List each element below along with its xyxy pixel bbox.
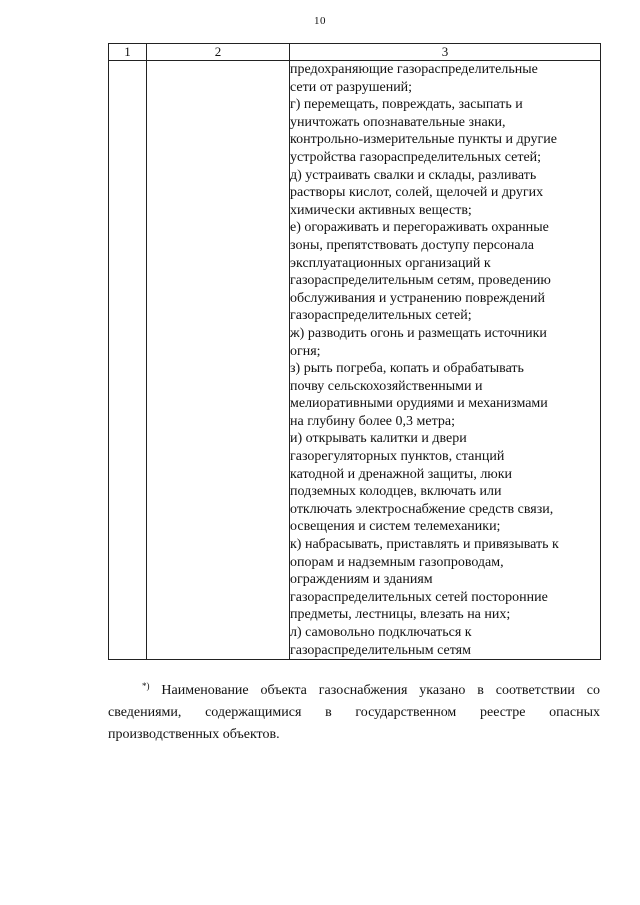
footnote-line: сведениями, содержащимися в государственном реестре опасных <box>108 705 600 720</box>
text-line: и) открывать калитки и двери <box>290 431 467 447</box>
text-line: уничтожать опознавательные знаки, <box>290 114 506 130</box>
text-line: контрольно-измерительные пункты и другие <box>290 132 557 148</box>
text-line: ограждениям и зданиям <box>290 572 433 588</box>
text-line: катодной и дренажной защиты, люки <box>290 466 513 482</box>
text-line: ж) разводить огонь и размещать источники <box>290 325 547 341</box>
content-table <box>108 43 601 660</box>
text-line: почву сельскохозяйственными и <box>290 378 483 394</box>
text-line: газораспределительных сетей; <box>290 308 472 324</box>
text-line: е) огораживать и перегораживать охранные <box>290 220 549 236</box>
table-header-cell: 2 <box>147 44 290 61</box>
text-line: зоны, препятствовать доступу персонала <box>290 237 534 253</box>
text-line: газорегуляторных пунктов, станций <box>290 449 505 465</box>
text-line: освещения и систем телемеханики; <box>290 519 501 535</box>
text-line: газораспределительных сетей посторонние <box>290 589 548 605</box>
footnote-line: производственных объектов. <box>108 727 280 742</box>
text-line: сети от разрушений; <box>290 79 413 95</box>
page-number: 10 <box>314 15 326 27</box>
text-line: подземных колодцев, включать или <box>290 484 502 500</box>
text-line: опорам и надземным газопроводам, <box>290 554 504 570</box>
text-line: химически активных веществ; <box>290 202 472 218</box>
footnote-text: Наименование объекта газоснабжения указано в соответствии со <box>161 683 600 698</box>
footnote <box>108 680 600 746</box>
table-header-cell: 3 <box>290 44 601 61</box>
table-cell-col1 <box>109 61 147 660</box>
text-line: устройства газораспределительных сетей; <box>290 149 542 165</box>
table-cell-col2 <box>147 61 290 660</box>
text-line: эксплуатационных организаций к <box>290 255 491 271</box>
text-line: газораспределительным сетям, проведению <box>290 273 551 289</box>
text-line: предметы, лестницы, влезать на них; <box>290 607 511 623</box>
footnote-marker: *) <box>142 681 150 691</box>
text-line: предохраняющие газораспределительные <box>290 62 538 77</box>
footnote-line <box>108 680 600 702</box>
table-header-cell: 1 <box>109 44 147 61</box>
text-line: на глубину более 0,3 метра; <box>290 413 455 429</box>
text-line: г) перемещать, повреждать, засыпать и <box>290 97 523 113</box>
table-row <box>109 61 601 660</box>
text-line: огня; <box>290 343 321 359</box>
text-line: д) устраивать свалки и склады, разливать <box>290 167 537 183</box>
text-line: мелиоративными орудиями и механизмами <box>290 396 548 412</box>
text-line: з) рыть погреба, копать и обрабатывать <box>290 361 524 377</box>
table-cell-col3 <box>290 61 601 660</box>
text-line: обслуживания и устранению повреждений <box>290 290 546 306</box>
text-line: газораспределительным сетям <box>290 642 471 658</box>
text-line: отключать электроснабжение средств связи, <box>290 501 554 517</box>
text-line: л) самовольно подключаться к <box>290 625 472 640</box>
table-header-row <box>109 44 601 61</box>
text-line: растворы кислот, солей, щелочей и других <box>290 185 544 201</box>
text-line: к) набрасывать, приставлять и привязывать к <box>290 537 559 553</box>
